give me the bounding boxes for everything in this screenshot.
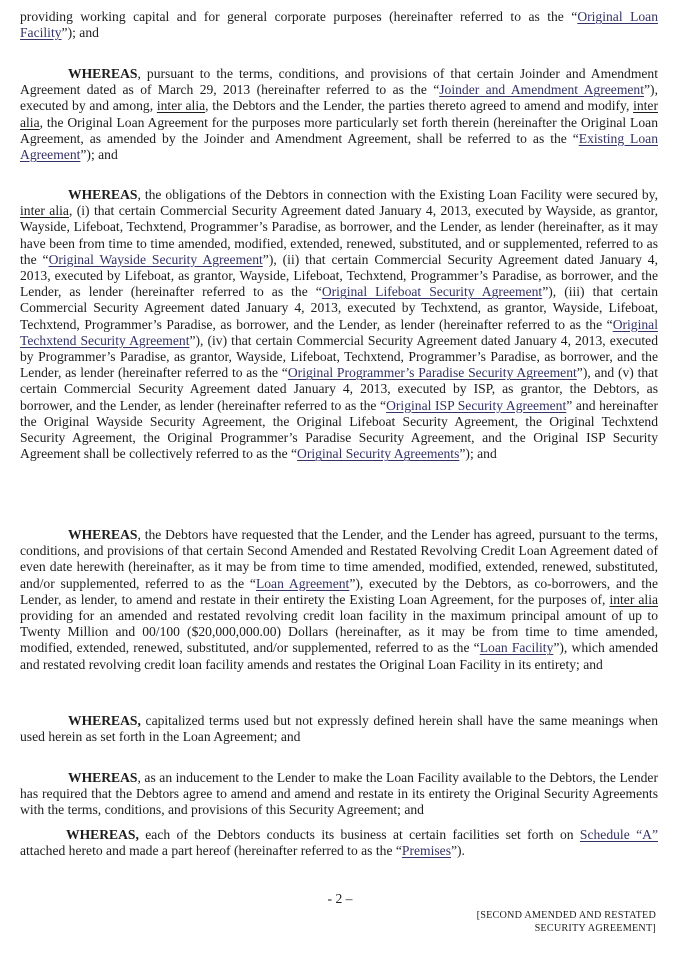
text: , (i) that certain Commercial Security Agreement dated January 4, 2013, executed by Wayside, as grantor, Wayside, Lifeboat, Techxtend, Programmer’s Paradise, as borrower, and the Lender, as lender (hereinafter, as it may have been from time to time amended, modified, extended, renewed, substituted, and or supplemented, referred to as the “	[20, 203, 658, 267]
text: ”); and	[80, 147, 118, 163]
latin-term: inter alia	[156, 98, 206, 114]
schedule-reference: Schedule “A”	[579, 827, 658, 842]
text: , as an inducement to the Lender to make the Loan Facility available to the Debtors, the Lender has required that the Debtors agree to amend and amend and restate in its entirety the Original Security Agreements with the terms, conditions, and provisions of this Security Agreement; and	[20, 770, 658, 818]
text: ”); and	[61, 25, 99, 41]
text: , the Debtors and the Lender, the parties thereto agreed to amend and modify,	[205, 98, 634, 114]
defined-term: Loan Facility	[479, 640, 554, 656]
defined-term: Original Lifeboat Security Agreement	[321, 284, 543, 300]
paragraph-2	[20, 66, 658, 163]
text: ” and hereinafter the Original Wayside Security Agreement, the Original Lifeboat Security Agreement, the Original Techxtend Security Agreement, the Original Programmer’s Paradise Security Agreement, and the Original ISP Security Agreement shall be collectively referred to as the “	[20, 397, 658, 462]
text: ”), executed by and among,	[20, 82, 658, 114]
footer-line-2: SECURITY AGREEMENT]	[534, 923, 656, 934]
document-footer	[396, 909, 656, 935]
text: , the obligations of the Debtors in connection with the Existing Loan Facility were secured by,	[137, 187, 658, 202]
paragraph-7	[20, 827, 658, 859]
defined-term: Original Security Agreements	[297, 446, 460, 462]
paragraph-3	[20, 187, 658, 462]
paragraph-1	[20, 9, 658, 41]
paragraph-5	[20, 713, 658, 745]
footer-line-1: [SECOND AMENDED AND RESTATED	[476, 910, 656, 921]
latin-term: inter alia	[20, 98, 658, 130]
defined-term: Loan Agreement	[255, 575, 350, 591]
text: , the Original Loan Agreement for the purposes more particularly set forth therein (hereinafter the Original Loan Agreement, as amended by the Joinder and Amendment Agreement, shall be referred to as the “	[20, 114, 658, 146]
defined-term: Existing Loan Agreement	[20, 130, 658, 163]
defined-term: Premises	[401, 843, 451, 859]
text: ”).	[451, 843, 465, 859]
latin-term: inter alia	[609, 591, 659, 607]
page-number: - 2 –	[327, 891, 353, 906]
defined-term: Joinder and Amendment Agreement	[439, 82, 645, 98]
text: ”), executed by the Debtors, as co-borrowers, and the Lender, as lender, to amend and restate in their entirety the Existing Loan Agreement, for the purposes of,	[20, 575, 659, 607]
text: each of the Debtors conducts its business at certain facilities set forth on	[138, 827, 580, 842]
whereas-label: WHEREAS,	[66, 827, 139, 842]
text: capitalized terms used but not expressly defined herein shall have the same meanings when used herein as set forth in the Loan Agreement; and	[20, 713, 658, 745]
whereas-label: WHEREAS	[68, 187, 138, 202]
latin-term: inter alia	[20, 203, 69, 219]
defined-term: Original Programmer’s Paradise Security Agreement	[287, 365, 577, 381]
defined-term: Original Techxtend Security Agreement	[20, 316, 658, 348]
whereas-label: WHEREAS,	[68, 713, 141, 728]
text: ”), (iii) that certain Commercial Security Agreement dated January 4, 2013, executed by Techxtend, as grantor, Wayside, Lifeboat, Techxtend, Programmer’s Paradise, as borrower, and the Lender, as lender (hereinafter referred to as the “	[20, 284, 658, 332]
text: ”), and (v) that certain Commercial Security Agreement dated January 4, 2013, executed by ISP, as grantor, the Debtors, as borrower, and the Lender, as lender (hereinafter referred to as the “	[20, 365, 658, 413]
whereas-label: WHEREAS	[68, 527, 138, 542]
text: ”), (iv) that certain Commercial Security Agreement dated January 4, 2013, executed by Programmer’s Paradise, as grantor, Wayside, Lifeboat, Techxtend, Programmer’s Paradise, as borrower, and the Lender, as lender (hereinafter referred to as the “	[20, 332, 659, 381]
text: ”), (ii) that certain Commercial Security Agreement dated January 4, 2013, executed by Lifeboat, as grantor, Wayside, Lifeboat, Techxtend, Programmer’s Paradise, as borrower, and the Lender, as lender (hereinafter referred to as the “	[20, 251, 658, 300]
whereas-label: WHEREAS	[68, 66, 138, 81]
text: , the Debtors have requested that the Lender, and the Lender has agreed, pursuant to the terms, conditions, and provisions of that certain Second Amended and Restated Revolving Credit Loan Agreement dated of even date herewith (hereinafter, as it may be from time to time amended, modified, extended, renewed, substituted, and/or supplemented, referred to as the “	[20, 527, 658, 591]
text: ”); and	[459, 446, 497, 462]
paragraph-6	[20, 770, 658, 819]
defined-term: Original ISP Security Agreement	[386, 397, 567, 413]
whereas-label: WHEREAS	[68, 770, 138, 785]
defined-term: Original Loan Facility	[20, 9, 658, 41]
text: providing working capital and for general corporate purposes (hereinafter referred to as the “	[20, 9, 578, 24]
text: providing for an amended and restated revolving credit loan facility in the maximum principal amount of up to Twenty Million and 00/100 ($20,000,000.00) Dollars (hereinafter, as it may be from time to time amended, modified, extended, renewed, substituted, and/or supplemented, referred to as the “	[20, 608, 658, 656]
defined-term: Original Wayside Security Agreement	[48, 251, 263, 267]
paragraph-4	[20, 527, 658, 673]
text: attached hereto and made a part hereof (hereinafter referred to as the “	[20, 843, 402, 859]
text: ”), which amended and restated revolving credit loan facility amends and restates the Original Loan Facility in its entirety; and	[20, 640, 658, 672]
text: , pursuant to the terms, conditions, and provisions of that certain Joinder and Amendment Agreement dated as of March 29, 2013 (hereinafter referred to as the “	[20, 66, 658, 98]
